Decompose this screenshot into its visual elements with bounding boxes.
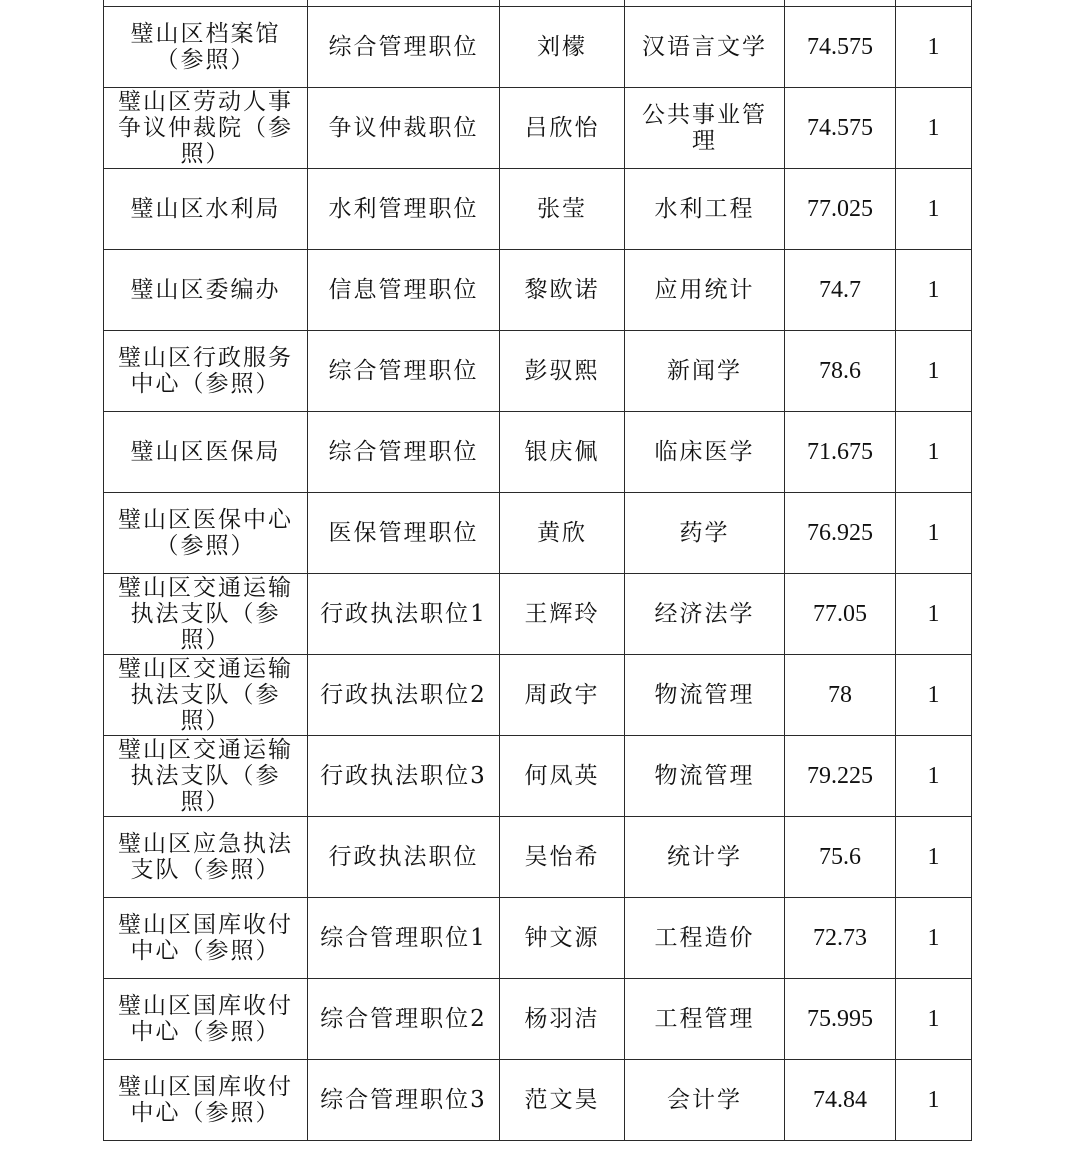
score-cell: 77.025 — [785, 169, 896, 250]
score-cell: 74.575 — [785, 7, 896, 88]
table-row — [104, 412, 972, 493]
major-cell: 水利工程 — [625, 169, 785, 250]
unit-cell: 璧山区劳动人事争议仲裁院（参照） — [104, 88, 308, 169]
position-cell: 综合管理职位1 — [308, 898, 500, 979]
name-cell: 何凤英 — [500, 736, 625, 817]
name-cell: 范文昊 — [500, 1060, 625, 1141]
count-cell: 1 — [896, 1060, 972, 1141]
major-cell: 工程造价 — [625, 898, 785, 979]
score-cell: 71.675 — [785, 412, 896, 493]
count-cell: 1 — [896, 898, 972, 979]
major-cell: 物流管理 — [625, 655, 785, 736]
unit-cell: 璧山区委编办 — [104, 250, 308, 331]
name-cell: 吴怡希 — [500, 817, 625, 898]
position-cell: 水利管理职位 — [308, 169, 500, 250]
score-cell: 77.05 — [785, 574, 896, 655]
count-cell: 1 — [896, 493, 972, 574]
name-cell: 张莹 — [500, 169, 625, 250]
unit-cell: 璧山区国库收付中心（参照） — [104, 898, 308, 979]
position-cell: 行政执法职位 — [308, 817, 500, 898]
table-row — [104, 736, 972, 817]
count-cell: 1 — [896, 88, 972, 169]
score-cell: 78.6 — [785, 331, 896, 412]
position-cell: 综合管理职位3 — [308, 1060, 500, 1141]
count-cell: 1 — [896, 331, 972, 412]
score-cell: 75.6 — [785, 817, 896, 898]
position-cell: 综合管理职位2 — [308, 979, 500, 1060]
unit-cell: 璧山区水利局 — [104, 169, 308, 250]
table-row — [104, 655, 972, 736]
count-cell: 1 — [896, 979, 972, 1060]
table-row — [104, 250, 972, 331]
position-cell: 行政执法职位2 — [308, 655, 500, 736]
major-cell: 药学 — [625, 493, 785, 574]
name-cell: 吕欣怡 — [500, 88, 625, 169]
unit-cell: 璧山区应急执法支队（参照） — [104, 817, 308, 898]
table-row — [104, 7, 972, 88]
table-row — [104, 1060, 972, 1141]
count-cell: 1 — [896, 574, 972, 655]
candidate-table — [103, 0, 972, 1141]
score-cell: 79.225 — [785, 736, 896, 817]
position-cell: 医保管理职位 — [308, 493, 500, 574]
position-cell: 综合管理职位 — [308, 7, 500, 88]
score-cell: 74.575 — [785, 88, 896, 169]
major-cell: 公共事业管理 — [625, 88, 785, 169]
table-row — [104, 574, 972, 655]
unit-cell: 璧山区档案馆（参照） — [104, 7, 308, 88]
unit-cell: 璧山区国库收付中心（参照） — [104, 1060, 308, 1141]
table-row — [104, 817, 972, 898]
table-row — [104, 331, 972, 412]
table-row — [104, 88, 972, 169]
position-cell: 行政执法职位3 — [308, 736, 500, 817]
unit-cell: 璧山区交通运输执法支队（参照） — [104, 574, 308, 655]
count-cell: 1 — [896, 169, 972, 250]
score-cell: 75.995 — [785, 979, 896, 1060]
major-cell: 统计学 — [625, 817, 785, 898]
count-cell: 1 — [896, 250, 972, 331]
major-cell: 物流管理 — [625, 736, 785, 817]
name-cell: 王辉玲 — [500, 574, 625, 655]
position-cell: 综合管理职位 — [308, 331, 500, 412]
position-cell: 综合管理职位 — [308, 412, 500, 493]
name-cell: 黄欣 — [500, 493, 625, 574]
count-cell: 1 — [896, 655, 972, 736]
major-cell: 应用统计 — [625, 250, 785, 331]
score-cell: 78 — [785, 655, 896, 736]
position-cell: 信息管理职位 — [308, 250, 500, 331]
unit-cell: 璧山区交通运输执法支队（参照） — [104, 736, 308, 817]
major-cell: 工程管理 — [625, 979, 785, 1060]
count-cell: 1 — [896, 736, 972, 817]
score-cell: 74.84 — [785, 1060, 896, 1141]
unit-cell: 璧山区医保局 — [104, 412, 308, 493]
count-cell: 1 — [896, 817, 972, 898]
position-cell: 争议仲裁职位 — [308, 88, 500, 169]
count-cell: 1 — [896, 412, 972, 493]
major-cell: 汉语言文学 — [625, 7, 785, 88]
position-cell: 行政执法职位1 — [308, 574, 500, 655]
table-row — [104, 979, 972, 1060]
unit-cell: 璧山区交通运输执法支队（参照） — [104, 655, 308, 736]
name-cell: 黎欧诺 — [500, 250, 625, 331]
score-cell: 72.73 — [785, 898, 896, 979]
score-cell: 76.925 — [785, 493, 896, 574]
table-row — [104, 493, 972, 574]
major-cell: 新闻学 — [625, 331, 785, 412]
count-cell: 1 — [896, 7, 972, 88]
name-cell: 彭驭熙 — [500, 331, 625, 412]
name-cell: 周政宇 — [500, 655, 625, 736]
table-row — [104, 169, 972, 250]
name-cell: 刘檬 — [500, 7, 625, 88]
name-cell: 钟文源 — [500, 898, 625, 979]
unit-cell: 璧山区医保中心（参照） — [104, 493, 308, 574]
major-cell: 会计学 — [625, 1060, 785, 1141]
table-row — [104, 898, 972, 979]
name-cell: 杨羽洁 — [500, 979, 625, 1060]
name-cell: 银庆佩 — [500, 412, 625, 493]
unit-cell: 璧山区国库收付中心（参照） — [104, 979, 308, 1060]
major-cell: 临床医学 — [625, 412, 785, 493]
major-cell: 经济法学 — [625, 574, 785, 655]
score-cell: 74.7 — [785, 250, 896, 331]
unit-cell: 璧山区行政服务中心（参照） — [104, 331, 308, 412]
